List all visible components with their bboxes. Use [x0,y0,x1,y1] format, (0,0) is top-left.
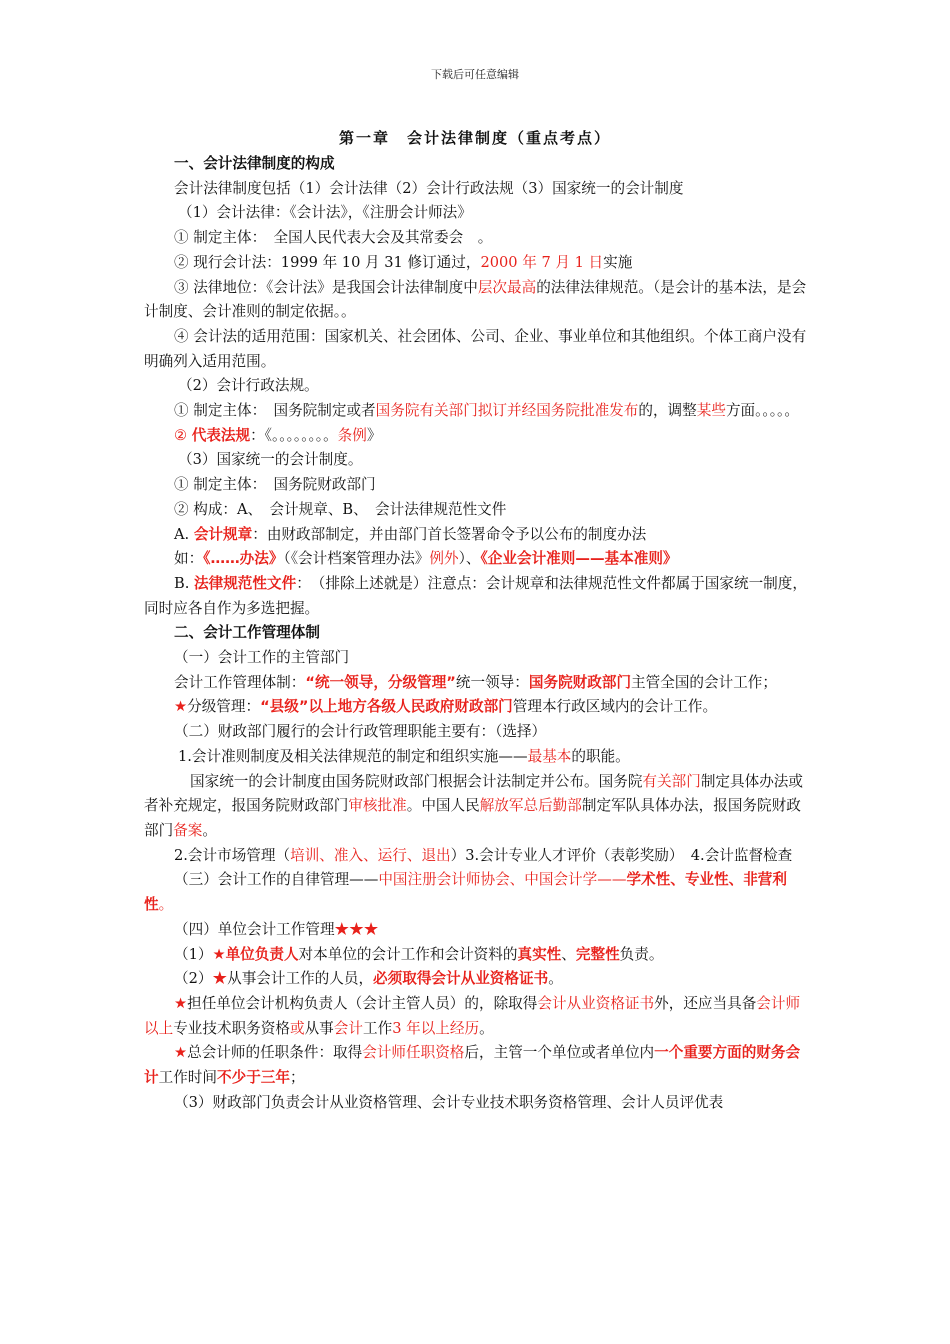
paragraph: 2.会计市场管理（培训、准入、运行、退出）3.会计专业人才评价（表彰奖励） 4.会计监督检查 [174,846,793,864]
section-heading: 一、会计法律制度的构成 [174,155,335,172]
paragraph: ③ 法律地位：《会计法》是我国会计法律制度中层次最高的法律法律规范。（是会计的基本法，是会计制度、会计准则的制定依据。。 [144,278,807,321]
paragraph: ★担任单位会计机构负责人（会计主管人员）的，除取得会计从业资格证书外，还应当具备会计师以上专业技术职务资格或从事会计工作3 年以上经历。 [144,994,801,1037]
paragraph: ★分级管理：“县级”以上地方各级人民政府财政部门管理本行政区域内的会计工作。 [174,698,718,716]
paragraph: 会计法律制度包括（1）会计法律（2）会计行政法规（3）国家统一的会计制度 [174,179,684,197]
paragraph: （2）会计行政法规。 [178,377,319,395]
paragraph: （3）财政部门负责会计从业资格管理、会计专业技术职务资格管理、会计人员评优表 [174,1093,724,1111]
paragraph: （四）单位会计工作管理★★★ [174,920,379,938]
paragraph: （二）财政部门履行的会计行政管理职能主要有：（选择） [174,723,547,741]
paragraph: （1）★单位负责人对本单位的会计工作和会计资料的真实性、完整性负责。 [174,945,664,963]
page-header: 下载后可任意编辑 [431,68,519,81]
paragraph: ① 制定主体： 国务院制定或者国务院有关部门拟订并经国务院批准发布的，调整某些方面。。。。。 [174,402,799,420]
paragraph: ① 制定主体： 国务院财政部门 [174,476,376,494]
paragraph: B. 法律规范性文件： （排除上述就是）注意点：会计规章和法律规范性文件都属于国家统一制度，同时应各自作为多选把握。 [144,574,807,617]
paragraph: 如：《……办法》（《会计档案管理办法》例外）、《企业会计准则——基本准则》 [174,550,678,568]
paragraph: 国家统一的会计制度由国务院财政部门根据会计法制定并公布。国务院有关部门制定具体办法或者补充规定，报国务院财政部门审核批准。中国人民解放军总后勤部制定军队具体办法，报国务院财政部门备案。 [144,772,803,839]
paragraph: （2）★从事会计工作的人员，必须取得会计从业资格证书。 [174,970,563,988]
paragraph: （一）会计工作的主管部门 [174,649,350,667]
paragraph: （三）会计工作的自律管理——中国注册会计师协会、中国会计学——学术性、专业性、非营利性。 [144,871,787,914]
paragraph: ④ 会计法的适用范围：国家机关、社会团体、公司、企业、事业单位和其他组织。个体工商户没有明确列入适用范围。 [144,327,807,370]
paragraph: 会计工作管理体制：“统一领导，分级管理”统一领导：国务院财政部门主管全国的会计工作； [174,673,777,691]
paragraph: ② 现行会计法：1999 年 10 月 31 修订通过，2000 年 7 月 1 日实施 [174,253,633,271]
paragraph: （1）会计法律：《会计法》，《注册会计师法》 [178,204,472,222]
paragraph: ① 制定主体： 全国人民代表大会及其常委会 。 [174,229,493,247]
paragraph: ★总会计师的任职条件：取得会计师任职资格后，主管一个单位或者单位内一个重要方面的财务会计工作时间不少于三年； [144,1044,801,1087]
paragraph: 1.会计准则制度及相关法律规范的制定和组织实施——最基本的职能。 [178,747,630,765]
paragraph: （3）国家统一的会计制度。 [178,451,363,469]
paragraph: ② 构成：A、 会计规章、B、 会计法律规范性文件 [174,500,507,518]
chapter-title: 第一章 会计法律制度（重点考点） [338,129,611,147]
paragraph: ② 代表法规：《。。。。。。。。条例》 [174,426,382,444]
section-heading: 二、会计工作管理体制 [174,624,320,642]
document-body [144,152,808,1115]
paragraph: A. 会计规章：由财政部制定，并由部门首长签署命令予以公布的制度办法 [174,525,647,543]
